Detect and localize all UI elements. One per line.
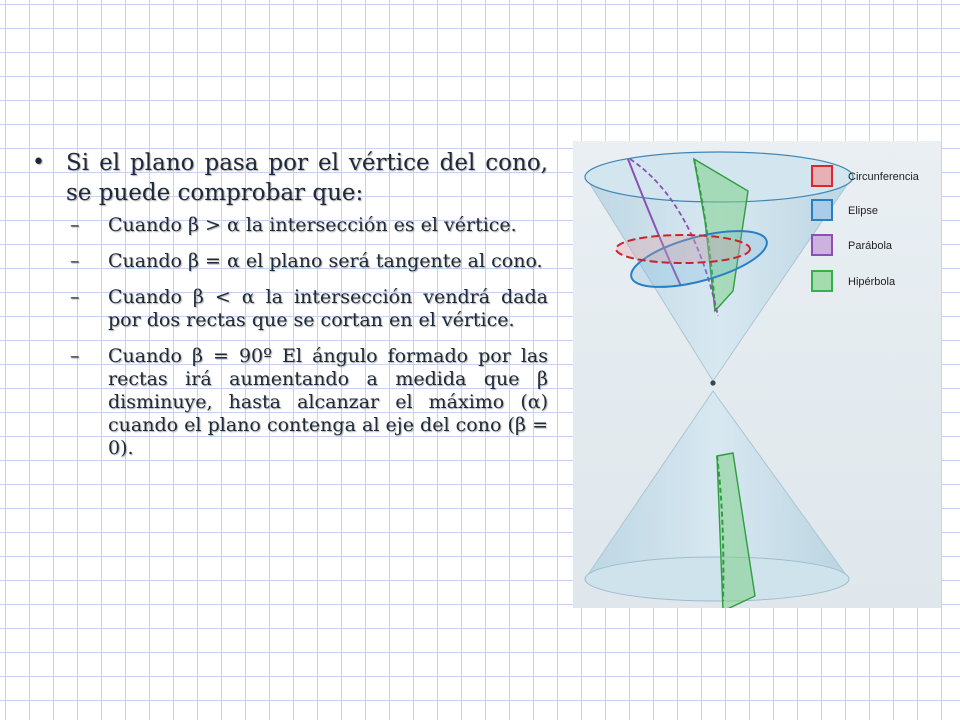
sub-item-text: Cuando β = α el plano será tangente al cono. xyxy=(108,250,543,272)
legend-label-circunferencia: Circunferencia xyxy=(848,171,919,183)
dash-marker: – xyxy=(70,286,80,308)
bullet-marker: • xyxy=(32,150,45,175)
sub-item-beta-greater xyxy=(70,214,548,237)
sub-item-beta-equal xyxy=(70,250,548,273)
legend-label-parabola: Parábola xyxy=(848,240,893,252)
slide-text xyxy=(30,148,548,473)
cone-bottom-rim xyxy=(585,557,849,601)
dash-marker: – xyxy=(70,214,80,236)
legend-swatch-hiperbola xyxy=(812,271,832,291)
sub-item-text: Cuando β < α la intersección vendrá dada por dos rectas que se cortan en el vértice. xyxy=(108,286,548,331)
dash-marker: – xyxy=(70,250,80,272)
legend-swatch-elipse xyxy=(812,200,832,220)
bullet-text: Si el plano pasa por el vértice del cono, se puede comprobar que: xyxy=(66,150,548,206)
legend-swatch-circunferencia xyxy=(812,166,832,186)
main-bullet xyxy=(30,148,548,208)
cone-vertex xyxy=(710,380,715,385)
sub-item-beta-less xyxy=(70,286,548,332)
legend-label-elipse: Elipse xyxy=(848,205,878,217)
dash-marker: – xyxy=(70,345,80,367)
circle-section xyxy=(616,235,750,263)
sub-item-text: Cuando β > α la intersección es el vértice. xyxy=(108,214,517,236)
sub-item-beta-90 xyxy=(70,345,548,460)
conic-sections-figure xyxy=(573,141,941,608)
legend-swatch-parabola xyxy=(812,235,832,255)
sub-item-text: Cuando β = 90º El ángulo formado por las rectas irá aumentando a medida que β disminuye, hasta alcanzar el máximo (α) cuando el plano contenga al eje del cono (β = 0). xyxy=(108,345,548,459)
legend-label-hiperbola: Hipérbola xyxy=(848,276,896,288)
